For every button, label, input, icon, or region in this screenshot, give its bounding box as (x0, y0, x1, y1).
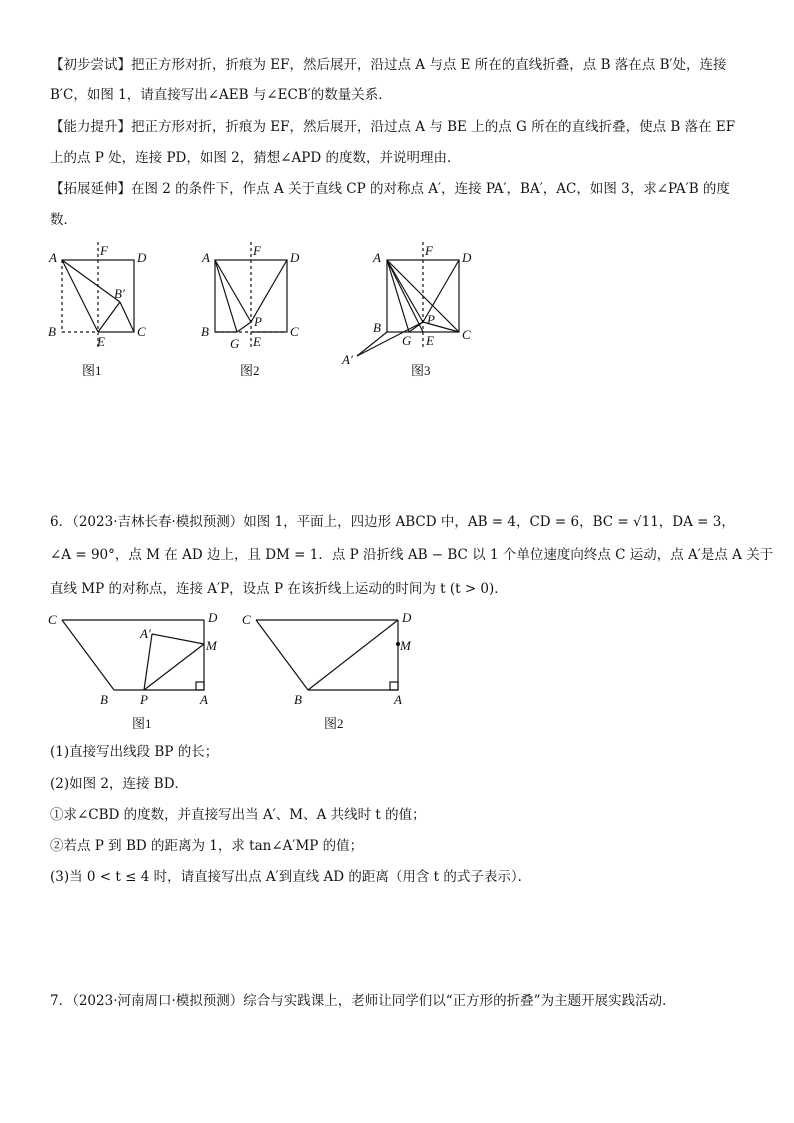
label-A: A (49, 250, 57, 265)
label-C: C (48, 612, 57, 627)
label-B: B (100, 692, 108, 707)
text-line: 数． (50, 212, 77, 228)
label-B: B (201, 324, 209, 339)
label-B: B (294, 692, 302, 707)
text-line: ∠A = 90°，点 M 在 AD 边上，且 DM = 1．点 P 沿折线 AB − BC 以 1 个单位速度向终点 C 运动，点 A′是点 A 关于 (50, 547, 774, 563)
label-P: P (427, 312, 435, 327)
text-line: B′C，如图 1，请直接写出∠AEB 与∠ECB′的数量关系． (50, 87, 392, 103)
text-line: 【初步尝试】把正方形对折，折痕为 EF，然后展开，沿过点 A 与点 E 所在的直线折叠，点 B 落在点 B′处，连接 (50, 57, 727, 73)
figure-2 (215, 242, 287, 350)
caption-q6-fig2: 图2 (324, 716, 344, 731)
label-F: F (253, 243, 261, 258)
text-line: (3)当 0 < t ≤ 4 时，请直接写出点 A′到直线 AD 的距离（用含 t 的式子表示）． (50, 869, 532, 885)
label-D: D (462, 250, 472, 265)
figures-quadrilateral (40, 606, 440, 736)
text-line: (2)如图 2，连接 BD． (50, 776, 189, 792)
label-Aprime: A′ (342, 352, 353, 367)
text-line: 上的点 P 处，连接 PD，如图 2，猜想∠APD 的度数，并说明理由． (50, 150, 461, 166)
figures-square-folding (40, 232, 500, 382)
label-C: C (137, 324, 146, 339)
label-Aprime: A′ (140, 626, 151, 641)
q6-figure-2 (256, 620, 400, 690)
label-C: C (290, 324, 299, 339)
label-P: P (254, 314, 262, 329)
label-G: G (230, 336, 240, 351)
caption-fig2: 图2 (240, 363, 260, 378)
label-E: E (426, 333, 434, 348)
label-D: D (290, 250, 300, 265)
text-line: (1)直接写出线段 BP 的长； (50, 744, 219, 760)
label-A: A (200, 692, 208, 707)
label-M: M (400, 638, 411, 653)
label-E: E (97, 334, 105, 349)
text-line: 直线 MP 的对称点，连接 A′P，设点 P 在该折线上运动的时间为 t (t > 0)． (50, 581, 508, 597)
label-F: F (425, 243, 433, 258)
label-C: C (462, 327, 471, 342)
label-Bprime: B′ (114, 286, 125, 301)
text-line: ②若点 P 到 BD 的距离为 1，求 tan∠A′MP 的值； (50, 838, 364, 854)
label-B: B (48, 324, 56, 339)
text-line: ①求∠CBD 的度数，并直接写出当 A′、M、A 共线时 t 的值； (50, 807, 426, 823)
label-M: M (206, 638, 217, 653)
label-B: B (373, 320, 381, 335)
label-P: P (140, 692, 148, 707)
text-line: 【能力提升】把正方形对折，折痕为 EF，然后展开，沿过点 A 与 BE 上的点 G 所在的直线折叠，使点 B 落在 EF (50, 119, 736, 135)
label-F: F (100, 243, 108, 258)
caption-fig3: 图3 (411, 363, 431, 378)
label-C: C (242, 612, 251, 627)
label-A: A (394, 692, 402, 707)
label-G: G (402, 333, 412, 348)
text-line: 【拓展延伸】在图 2 的条件下，作点 A 关于直线 CP 的对称点 A′，连接 PA′，BA′，AC，如图 3，求∠PA′B 的度 (50, 181, 730, 197)
caption-fig1: 图1 (82, 363, 102, 378)
text-line: 6．（2023·吉林长春·模拟预测）如图 1，平面上，四边形 ABCD 中，AB = 4，CD = 6，BC = √11，DA = 3， (50, 514, 735, 530)
label-D: D (137, 250, 147, 265)
label-E: E (253, 334, 261, 349)
caption-q6-fig1: 图1 (132, 716, 152, 731)
label-D: D (402, 610, 412, 625)
q6-figure-1 (62, 620, 204, 690)
label-A: A (373, 250, 381, 265)
label-A: A (202, 250, 210, 265)
text-line: 7．（2023·河南周口·模拟预测）综合与实践课上，老师让同学们以“正方形的折叠”为主题开展实践活动． (50, 993, 676, 1009)
label-D: D (208, 610, 218, 625)
